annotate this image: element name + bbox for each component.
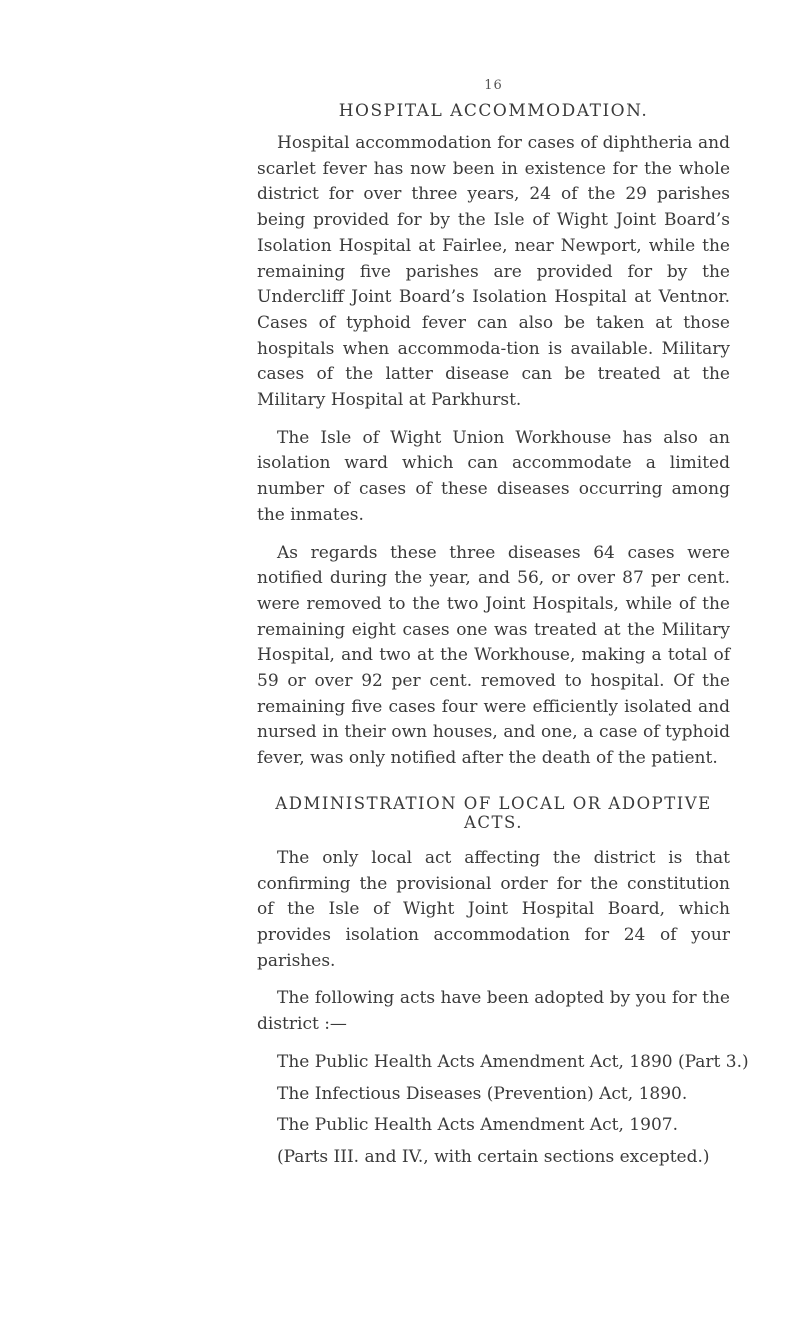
page-number: 16 bbox=[484, 78, 503, 93]
paragraph: Hospital accommodation for cases of diphtheria and scarlet fever has now been in existence for the whole district for over three years, 24 of the 29 parishes being provided for by the Isle of Wight Joint Board’s Isolation Hospital at Fairlee, near Newport, while the remaining five parishes are provided for by the Undercliff Joint Board’s Isolation Hospital at Ventnor. Cases of typhoid fever can also be taken at those hospitals when accommoda-tion is available. Military cases of the latter disease can be treated at the Military Hospital at Parkhurst. bbox=[257, 133, 730, 411]
act-list-item: The Public Health Acts Amendment Act, 1890 (Part 3.) bbox=[277, 1051, 749, 1072]
act-list-item: The Infectious Diseases (Prevention) Act, 1890. bbox=[277, 1083, 688, 1104]
paragraph: The following acts have been adopted by you for the district :— bbox=[257, 988, 730, 1035]
document-page bbox=[257, 78, 749, 1177]
act-list-item: The Public Health Acts Amendment Act, 1907. bbox=[277, 1115, 678, 1136]
paragraph: The only local act affecting the district is that confirming the provisional order for the constitution of the Isle of Wight Joint Hospital Board, which provides isolation accommodation for 24 of your parishes. bbox=[257, 847, 730, 971]
paragraph: As regards these three diseases 64 cases were notified during the year, and 56, or over 87 per cent. were removed to the two Joint Hospitals, while of the remaining eight cases one was treated at the Military Hospital, and two at the Workhouse, making a total of 59 or over 92 per cent. removed to hospital. Of the remaining five cases four were efficiently isolated and nursed in their own houses, and one, a case of typhoid fever, was only notified after the death of the patient. bbox=[257, 542, 730, 769]
section-heading-hospital-accommodation: HOSPITAL ACCOMMODATION. bbox=[338, 101, 649, 121]
act-list-note: (Parts III. and IV., with certain sections excepted.) bbox=[277, 1146, 710, 1167]
paragraph: The Isle of Wight Union Workhouse has also an isolation ward which can accommodate a limited number of cases of these diseases occurring among the inmates. bbox=[257, 427, 730, 525]
section-heading-administration: ADMINISTRATION OF LOCAL OR ADOPTIVE ACTS. bbox=[275, 793, 712, 832]
